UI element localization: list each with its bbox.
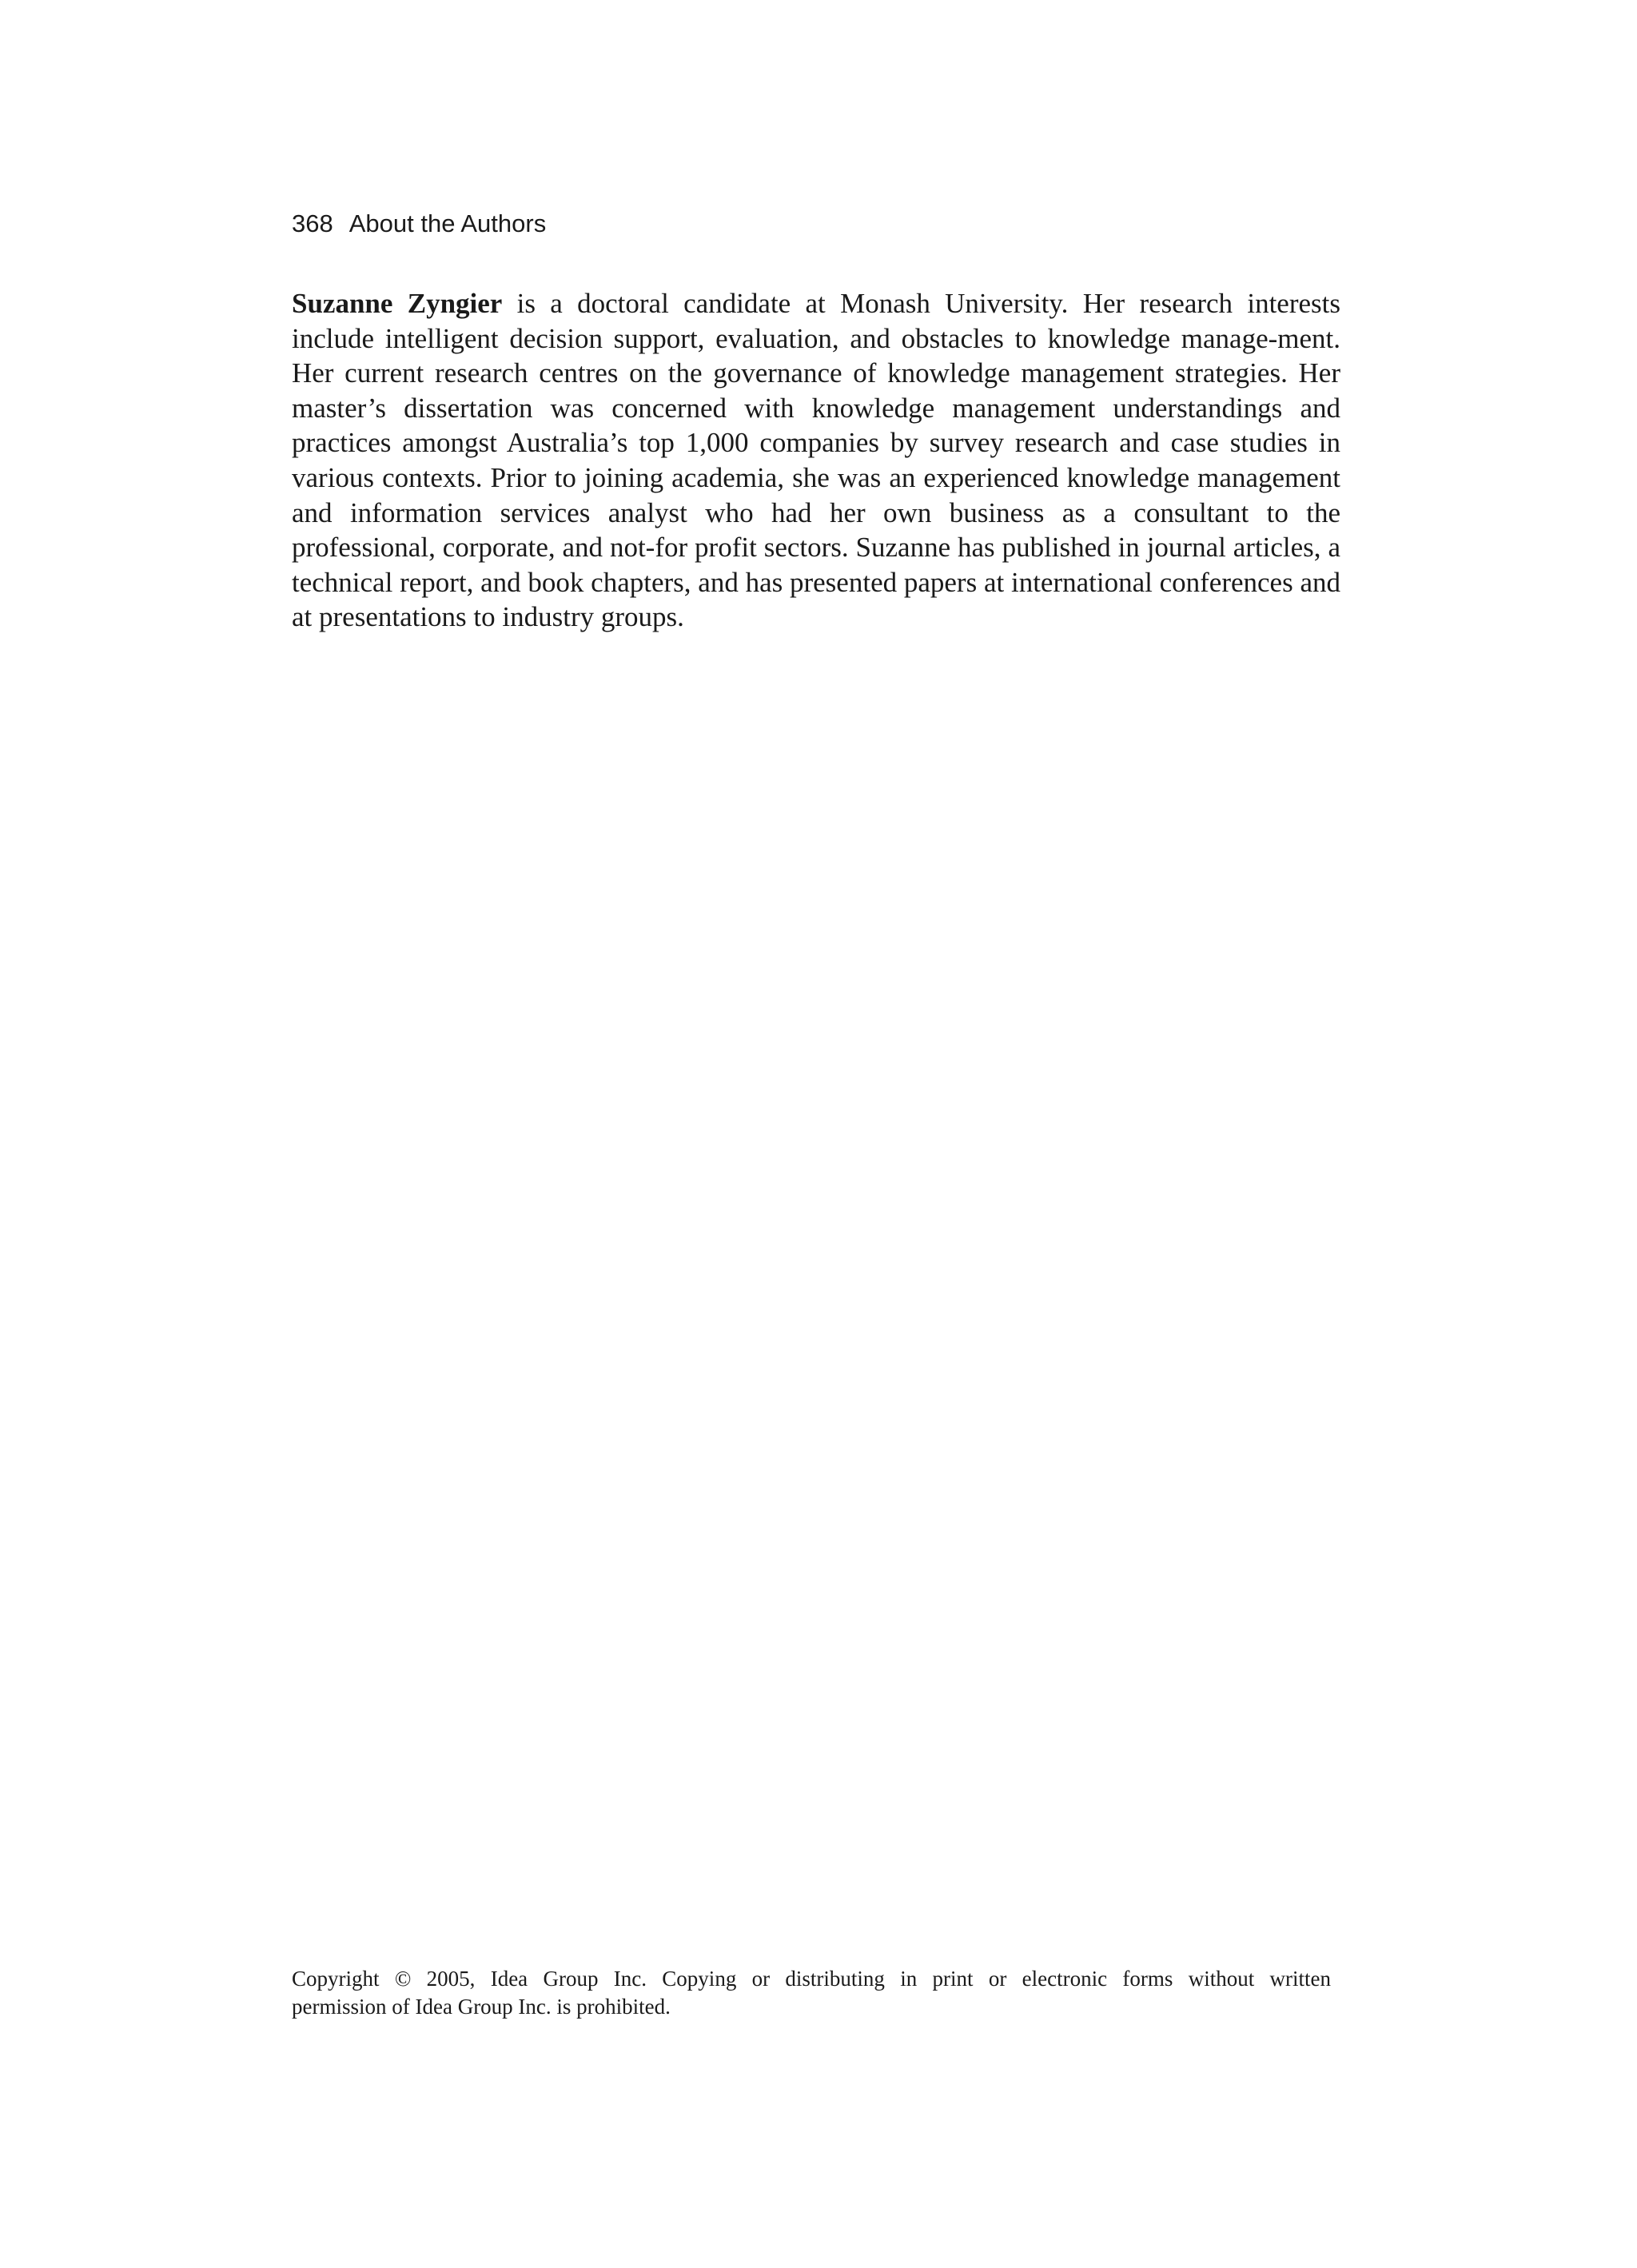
author-bio-paragraph	[292, 286, 1340, 635]
running-title: About the Authors	[349, 209, 547, 237]
page-number: 368	[292, 209, 333, 237]
copyright-line-2: permission of Idea Group Inc. is prohibited.	[292, 1995, 671, 2019]
running-header	[292, 206, 546, 241]
copyright-notice	[292, 1965, 1331, 2021]
author-name: Suzanne Zyngier	[292, 288, 503, 319]
author-bio-text: is a doctoral candidate at Monash University. Her research interests include intelligent decision support, evaluation, and obstacles to knowledge manage-ment. Her current research centres on the governance of knowledge management strategies. Her master’s dissertation was concerned with knowledge management understandings and practices amongst Australia’s top 1,000 companies by survey research and case studies in various contexts. Prior to joining academia, she was an experienced knowledge management and information services analyst who had her own business as a consultant to the professional, corporate, and not-for profit sectors. Suzanne has published in journal articles, a technical report, and book chapters, and has presented papers at international conferences and at presentations to industry groups.	[292, 288, 1340, 633]
copyright-line-1: Copyright © 2005, Idea Group Inc. Copying or distributing in print or electronic forms without written	[292, 1967, 1331, 1991]
